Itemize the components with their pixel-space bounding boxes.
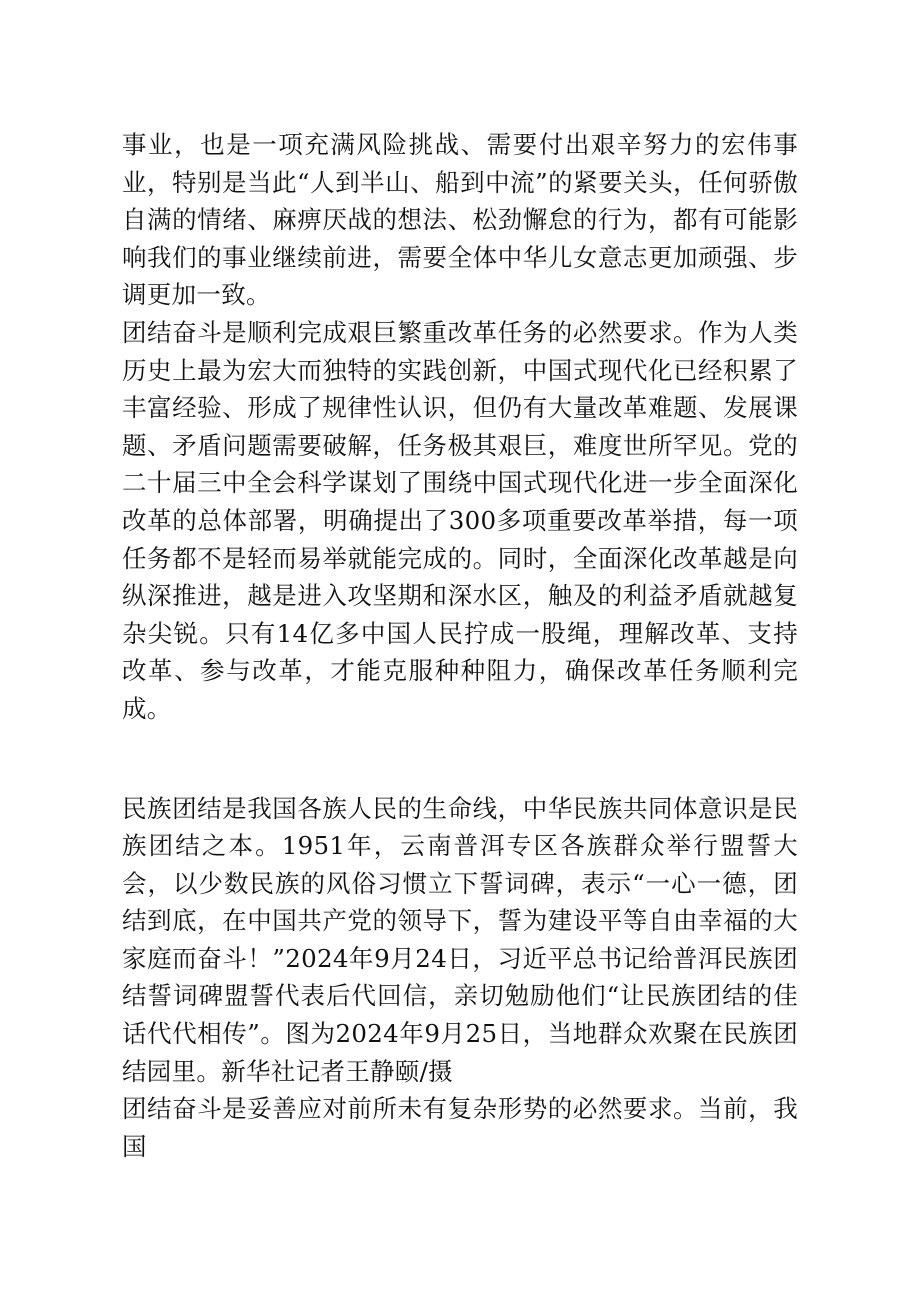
paragraph-spacer: [122, 728, 798, 790]
paragraph-3: 民族团结是我国各族人民的生命线，中华民族共同体意识是民族团结之本。1951年，云南普洱专区各族群众举行盟誓大会，以少数民族的风俗习惯立下誓词碑，表示“一心一德，团结到底，在中国共产党的领导下，誓为建设平等自由幸福的大家庭而奋斗！”2024年9月24日，习近平总书记给普洱民族团结誓词碑盟誓代表后代回信，亲切勉励他们“让民族团结的佳话代代相传”。图为2024年9月25日，当地群众欢聚在民族团结园里。新华社记者王静颐/摄: [122, 793, 798, 1086]
paragraph-1: 事业，也是一项充满风险挑战、需要付出艰辛努力的宏伟事业，特别是当此“人到半山、船到中流”的紧要关头，任何骄傲自满的情绪、麻痹厌战的想法、松劲懈怠的行为，都有可能影响我们的事业继续前进，需要全体中华儿女意志更加顽强、步调更加一致。: [122, 130, 798, 310]
paragraph-4: 团结奋斗是妥善应对前所未有复杂形势的必然要求。当前，我国: [122, 1094, 798, 1161]
document-page: [122, 126, 798, 1165]
paragraph-2: 团结奋斗是顺利完成艰巨繁重改革任务的必然要求。作为人类历史上最为宏大而独特的实践创新，中国式现代化已经积累了丰富经验、形成了规律性认识，但仍有大量改革难题、发展课题、矛盾问题需要破解，任务极其艰巨，难度世所罕见。党的二十届三中全会科学谋划了围绕中国式现代化进一步全面深化改革的总体部署，明确提出了300多项重要改革举措，每一项任务都不是轻而易举就能完成的。同时，全面深化改革越是向纵深推进，越是进入攻坚期和深水区，触及的利益矛盾就越复杂尖锐。只有14亿多中国人民拧成一股绳，理解改革、支持改革、参与改革，才能克服种种阻力，确保改革任务顺利完成。: [122, 317, 798, 723]
